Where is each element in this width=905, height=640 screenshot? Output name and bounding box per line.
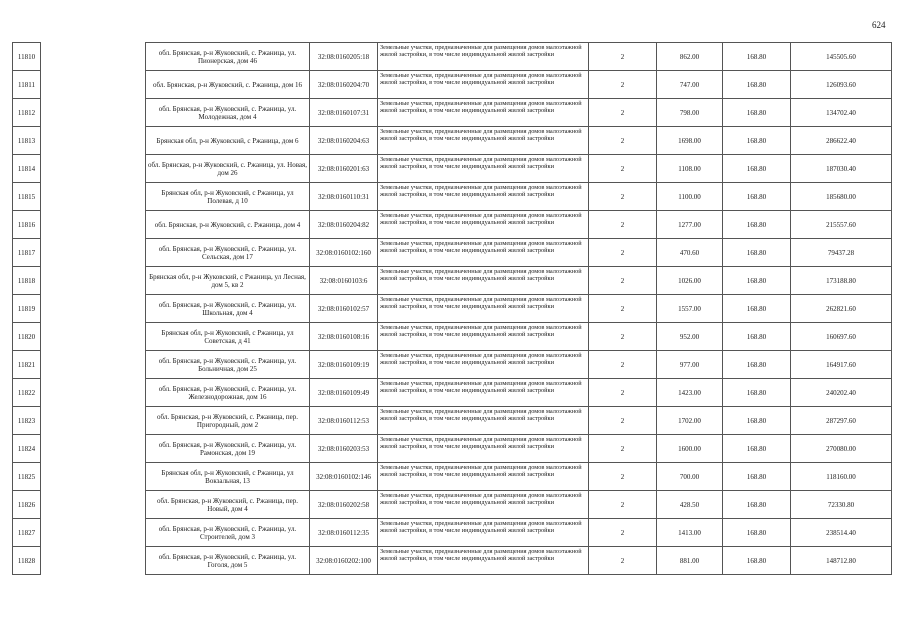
land-use-category-cell: Земельные участки, предназначенные для размещения домов малоэтажной жилой застройки, в том числе индивидуальной жилой застройки: [378, 351, 589, 379]
rate-cell: 168.80: [723, 71, 791, 99]
rate-cell: 168.80: [723, 435, 791, 463]
spacer-cell: [41, 127, 146, 155]
registry-body: [13, 43, 892, 575]
cadastral-number-cell: 32:08:0160204:63: [310, 127, 378, 155]
page-number: 624: [872, 20, 886, 30]
spacer-cell: [41, 99, 146, 127]
area-cell: 1413.00: [657, 519, 723, 547]
group-code-cell: 2: [589, 323, 657, 351]
table-row: [13, 99, 892, 127]
cadastral-value-cell: 72330.80: [791, 491, 892, 519]
land-use-category-cell: Земельные участки, предназначенные для размещения домов малоэтажной жилой застройки, в том числе индивидуальной жилой застройки: [378, 43, 589, 71]
group-code-cell: 2: [589, 435, 657, 463]
rate-cell: 168.80: [723, 99, 791, 127]
cadastral-value-cell: 187030.40: [791, 155, 892, 183]
rate-cell: 168.80: [723, 463, 791, 491]
cadastral-number-cell: 32:08:0160112:35: [310, 519, 378, 547]
cadastral-number-cell: 32:08:0160205:18: [310, 43, 378, 71]
group-code-cell: 2: [589, 491, 657, 519]
record-number-cell: 11815: [13, 183, 41, 211]
land-use-category-cell: Земельные участки, предназначенные для размещения домов малоэтажной жилой застройки, в том числе индивидуальной жилой застройки: [378, 267, 589, 295]
land-use-category-cell: Земельные участки, предназначенные для размещения домов малоэтажной жилой застройки, в том числе индивидуальной жилой застройки: [378, 99, 589, 127]
cadastral-value-cell: 215557.60: [791, 211, 892, 239]
area-cell: 1423.00: [657, 379, 723, 407]
table-row: [13, 435, 892, 463]
area-cell: 1702.00: [657, 407, 723, 435]
land-use-category-cell: Земельные участки, предназначенные для размещения домов малоэтажной жилой застройки, в том числе индивидуальной жилой застройки: [378, 183, 589, 211]
rate-cell: 168.80: [723, 323, 791, 351]
land-use-category-cell: Земельные участки, предназначенные для размещения домов малоэтажной жилой застройки, в том числе индивидуальной жилой застройки: [378, 435, 589, 463]
cadastral-number-cell: 32:08:0160102:160: [310, 239, 378, 267]
land-use-category-cell: Земельные участки, предназначенные для размещения домов малоэтажной жилой застройки, в том числе индивидуальной жилой застройки: [378, 519, 589, 547]
area-cell: 747.00: [657, 71, 723, 99]
land-use-category-cell: Земельные участки, предназначенные для размещения домов малоэтажной жилой застройки, в том числе индивидуальной жилой застройки: [378, 491, 589, 519]
cadastral-value-cell: 134702.40: [791, 99, 892, 127]
cadastral-value-cell: 270080.00: [791, 435, 892, 463]
address-cell: обл. Брянская, р-н Жуковский, с. Ржаница, ул. Молодежная, дом 4: [146, 99, 310, 127]
cadastral-number-cell: 32:08:0160109:49: [310, 379, 378, 407]
area-cell: 1698.00: [657, 127, 723, 155]
record-number-cell: 11822: [13, 379, 41, 407]
table-row: [13, 379, 892, 407]
cadastral-value-cell: 160697.60: [791, 323, 892, 351]
address-cell: Брянская обл, р-н Жуковский, с Ржаница, дом 6: [146, 127, 310, 155]
spacer-cell: [41, 407, 146, 435]
spacer-cell: [41, 295, 146, 323]
spacer-cell: [41, 71, 146, 99]
cadastral-number-cell: 32:08:0160109:19: [310, 351, 378, 379]
spacer-cell: [41, 351, 146, 379]
land-use-category-cell: Земельные участки, предназначенные для размещения домов малоэтажной жилой застройки, в том числе индивидуальной жилой застройки: [378, 547, 589, 575]
area-cell: 798.00: [657, 99, 723, 127]
spacer-cell: [41, 183, 146, 211]
spacer-cell: [41, 155, 146, 183]
address-cell: Брянская обл, р-н Жуковский, с Ржаница, ул Лесная, дом 5, кв 2: [146, 267, 310, 295]
record-number-cell: 11810: [13, 43, 41, 71]
land-use-category-cell: Земельные участки, предназначенные для размещения домов малоэтажной жилой застройки, в том числе индивидуальной жилой застройки: [378, 295, 589, 323]
table-row: [13, 323, 892, 351]
cadastral-number-cell: 32:08:0160202:100: [310, 547, 378, 575]
spacer-cell: [41, 491, 146, 519]
area-cell: 1026.00: [657, 267, 723, 295]
table-row: [13, 407, 892, 435]
address-cell: Брянская обл, р-н Жуковский, с Ржаница, ул Советская, д 41: [146, 323, 310, 351]
cadastral-value-cell: 185680.00: [791, 183, 892, 211]
land-use-category-cell: Земельные участки, предназначенные для размещения домов малоэтажной жилой застройки, в том числе индивидуальной жилой застройки: [378, 239, 589, 267]
spacer-cell: [41, 519, 146, 547]
address-cell: обл. Брянская, р-н Жуковский, с. Ржаница, ул. Строителей, дом 3: [146, 519, 310, 547]
address-cell: обл. Брянская, р-н Жуковский, с. Ржаница, ул. Новая, дом 26: [146, 155, 310, 183]
record-number-cell: 11816: [13, 211, 41, 239]
rate-cell: 168.80: [723, 155, 791, 183]
record-number-cell: 11827: [13, 519, 41, 547]
group-code-cell: 2: [589, 43, 657, 71]
record-number-cell: 11812: [13, 99, 41, 127]
address-cell: обл. Брянская, р-н Жуковский, с. Ржаница, ул. Школьная, дом 4: [146, 295, 310, 323]
record-number-cell: 11818: [13, 267, 41, 295]
table-row: [13, 43, 892, 71]
cadastral-value-cell: 287297.60: [791, 407, 892, 435]
cadastral-value-cell: 126093.60: [791, 71, 892, 99]
table-row: [13, 127, 892, 155]
cadastral-value-cell: 118160.00: [791, 463, 892, 491]
land-use-category-cell: Земельные участки, предназначенные для размещения домов малоэтажной жилой застройки, в том числе индивидуальной жилой застройки: [378, 71, 589, 99]
area-cell: 1108.00: [657, 155, 723, 183]
area-cell: 428.50: [657, 491, 723, 519]
address-cell: обл. Брянская, р-н Жуковский, с. Ржаница, дом 4: [146, 211, 310, 239]
cadastral-value-cell: 145505.60: [791, 43, 892, 71]
record-number-cell: 11819: [13, 295, 41, 323]
rate-cell: 168.80: [723, 239, 791, 267]
table-row: [13, 351, 892, 379]
cadastral-number-cell: 32:08:0160108:16: [310, 323, 378, 351]
table-row: [13, 547, 892, 575]
table-row: [13, 295, 892, 323]
rate-cell: 168.80: [723, 295, 791, 323]
record-number-cell: 11817: [13, 239, 41, 267]
area-cell: 952.00: [657, 323, 723, 351]
rate-cell: 168.80: [723, 547, 791, 575]
group-code-cell: 2: [589, 519, 657, 547]
cadastral-value-cell: 262821.60: [791, 295, 892, 323]
group-code-cell: 2: [589, 239, 657, 267]
spacer-cell: [41, 547, 146, 575]
record-number-cell: 11823: [13, 407, 41, 435]
rate-cell: 168.80: [723, 351, 791, 379]
group-code-cell: 2: [589, 155, 657, 183]
cadastral-number-cell: 32:08:0160112:53: [310, 407, 378, 435]
record-number-cell: 11820: [13, 323, 41, 351]
table-row: [13, 463, 892, 491]
spacer-cell: [41, 211, 146, 239]
rate-cell: 168.80: [723, 491, 791, 519]
table-row: [13, 519, 892, 547]
area-cell: 1600.00: [657, 435, 723, 463]
spacer-cell: [41, 463, 146, 491]
group-code-cell: 2: [589, 211, 657, 239]
cadastral-number-cell: 32:08:0160203:53: [310, 435, 378, 463]
spacer-cell: [41, 239, 146, 267]
record-number-cell: 11811: [13, 71, 41, 99]
record-number-cell: 11825: [13, 463, 41, 491]
cadastral-number-cell: 32:08:0160102:146: [310, 463, 378, 491]
group-code-cell: 2: [589, 127, 657, 155]
land-use-category-cell: Земельные участки, предназначенные для размещения домов малоэтажной жилой застройки, в том числе индивидуальной жилой застройки: [378, 127, 589, 155]
cadastral-value-cell: 173188.80: [791, 267, 892, 295]
cadastral-number-cell: 32:08:0160202:58: [310, 491, 378, 519]
cadastral-number-cell: 32:08:0160110:31: [310, 183, 378, 211]
table-row: [13, 183, 892, 211]
area-cell: 862.00: [657, 43, 723, 71]
spacer-cell: [41, 323, 146, 351]
rate-cell: 168.80: [723, 267, 791, 295]
area-cell: 977.00: [657, 351, 723, 379]
cadastral-value-cell: 164917.60: [791, 351, 892, 379]
address-cell: обл. Брянская, р-н Жуковский, с. Ржаница, ул. Железнодорожная, дом 16: [146, 379, 310, 407]
cadastral-number-cell: 32:08:0160102:57: [310, 295, 378, 323]
cadastral-number-cell: 32:08:0160107:31: [310, 99, 378, 127]
area-cell: 470.60: [657, 239, 723, 267]
address-cell: обл. Брянская, р-н Жуковский, с. Ржаница, дом 16: [146, 71, 310, 99]
address-cell: обл. Брянская, р-н Жуковский, с. Ржаница, пер. Новый, дом 4: [146, 491, 310, 519]
spacer-cell: [41, 43, 146, 71]
group-code-cell: 2: [589, 379, 657, 407]
rate-cell: 168.80: [723, 379, 791, 407]
cadastral-number-cell: 32:08:0160204:70: [310, 71, 378, 99]
group-code-cell: 2: [589, 267, 657, 295]
land-registry-table: [12, 42, 892, 575]
record-number-cell: 11828: [13, 547, 41, 575]
record-number-cell: 11824: [13, 435, 41, 463]
address-cell: обл. Брянская, р-н Жуковский, с. Ржаница, ул. Гоголя, дом 5: [146, 547, 310, 575]
record-number-cell: 11826: [13, 491, 41, 519]
group-code-cell: 2: [589, 547, 657, 575]
table-row: [13, 267, 892, 295]
table-row: [13, 211, 892, 239]
rate-cell: 168.80: [723, 183, 791, 211]
land-use-category-cell: Земельные участки, предназначенные для размещения домов малоэтажной жилой застройки, в том числе индивидуальной жилой застройки: [378, 463, 589, 491]
land-use-category-cell: Земельные участки, предназначенные для размещения домов малоэтажной жилой застройки, в том числе индивидуальной жилой застройки: [378, 379, 589, 407]
rate-cell: 168.80: [723, 43, 791, 71]
rate-cell: 168.80: [723, 407, 791, 435]
area-cell: 881.00: [657, 547, 723, 575]
address-cell: Брянская обл, р-н Жуковский, с Ржаница, ул Полевая, д 10: [146, 183, 310, 211]
land-use-category-cell: Земельные участки, предназначенные для размещения домов малоэтажной жилой застройки, в том числе индивидуальной жилой застройки: [378, 407, 589, 435]
cadastral-value-cell: 286622.40: [791, 127, 892, 155]
area-cell: 1277.00: [657, 211, 723, 239]
rate-cell: 168.80: [723, 127, 791, 155]
cadastral-number-cell: 32:08:0160103:6: [310, 267, 378, 295]
land-use-category-cell: Земельные участки, предназначенные для размещения домов малоэтажной жилой застройки, в том числе индивидуальной жилой застройки: [378, 211, 589, 239]
group-code-cell: 2: [589, 99, 657, 127]
record-number-cell: 11821: [13, 351, 41, 379]
land-use-category-cell: Земельные участки, предназначенные для размещения домов малоэтажной жилой застройки, в том числе индивидуальной жилой застройки: [378, 323, 589, 351]
spacer-cell: [41, 267, 146, 295]
rate-cell: 168.80: [723, 211, 791, 239]
table-row: [13, 239, 892, 267]
address-cell: обл. Брянская, р-н Жуковский, с. Ржаница, ул. Сельская, дом 17: [146, 239, 310, 267]
group-code-cell: 2: [589, 351, 657, 379]
table-row: [13, 71, 892, 99]
table-row: [13, 155, 892, 183]
address-cell: обл. Брянская, р-н Жуковский, с. Ржаница, пер. Пригородный, дом 2: [146, 407, 310, 435]
address-cell: Брянская обл, р-н Жуковский, с Ржаница, ул Вокзальная, 13: [146, 463, 310, 491]
group-code-cell: 2: [589, 183, 657, 211]
cadastral-number-cell: 32:08:0160201:63: [310, 155, 378, 183]
rate-cell: 168.80: [723, 519, 791, 547]
area-cell: 1100.00: [657, 183, 723, 211]
spacer-cell: [41, 435, 146, 463]
group-code-cell: 2: [589, 295, 657, 323]
cadastral-value-cell: 240202.40: [791, 379, 892, 407]
table-row: [13, 491, 892, 519]
area-cell: 700.00: [657, 463, 723, 491]
record-number-cell: 11813: [13, 127, 41, 155]
group-code-cell: 2: [589, 407, 657, 435]
cadastral-value-cell: 148712.80: [791, 547, 892, 575]
cadastral-value-cell: 238514.40: [791, 519, 892, 547]
address-cell: обл. Брянская, р-н Жуковский, с. Ржаница, ул. Рамонская, дом 19: [146, 435, 310, 463]
cadastral-value-cell: 79437.28: [791, 239, 892, 267]
land-use-category-cell: Земельные участки, предназначенные для размещения домов малоэтажной жилой застройки, в том числе индивидуальной жилой застройки: [378, 155, 589, 183]
group-code-cell: 2: [589, 71, 657, 99]
spacer-cell: [41, 379, 146, 407]
cadastral-number-cell: 32:08:0160204:82: [310, 211, 378, 239]
record-number-cell: 11814: [13, 155, 41, 183]
group-code-cell: 2: [589, 463, 657, 491]
address-cell: обл. Брянская, р-н Жуковский, с. Ржаница, ул. Больничная, дом 25: [146, 351, 310, 379]
area-cell: 1557.00: [657, 295, 723, 323]
address-cell: обл. Брянская, р-н Жуковский, с. Ржаница, ул. Пионерская, дом 46: [146, 43, 310, 71]
